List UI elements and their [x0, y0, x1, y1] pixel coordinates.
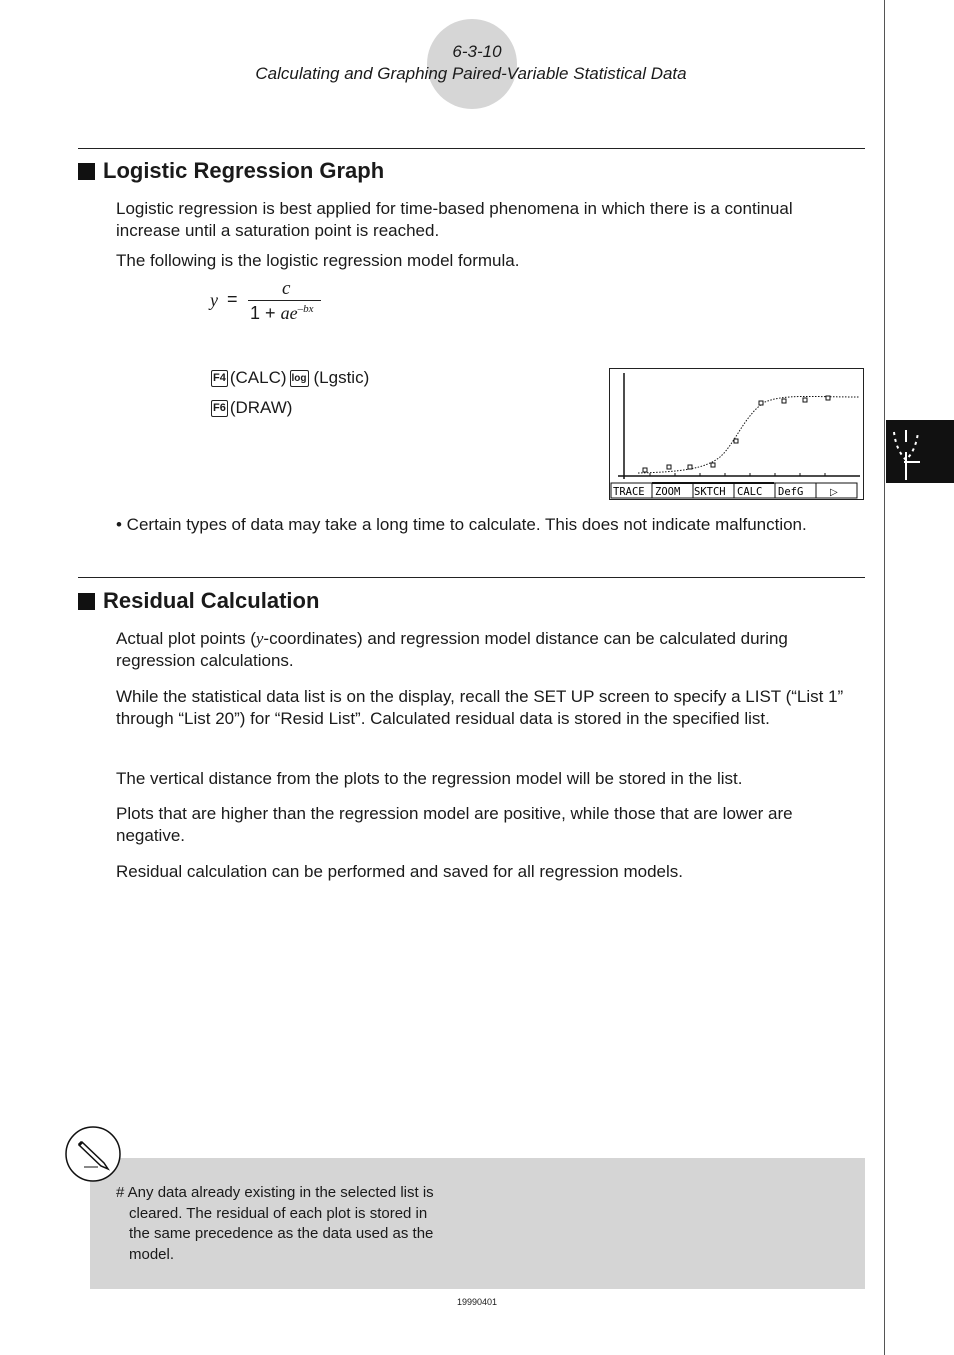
formula-lhs: y — [210, 290, 218, 310]
stat-chapter-icon — [886, 420, 954, 483]
section-divider — [78, 577, 865, 578]
regression-curve — [638, 396, 860, 473]
logistic-graph — [610, 369, 863, 499]
data-points — [643, 396, 830, 472]
section-heading-residual — [78, 588, 319, 614]
f6-key[interactable]: F6 — [211, 400, 228, 417]
formula-numerator: c — [282, 278, 291, 299]
key-sequence-calc — [210, 368, 369, 388]
note-text — [116, 1183, 476, 1265]
den-plus: + — [265, 303, 276, 323]
data-point — [643, 468, 647, 472]
data-point — [688, 465, 692, 469]
data-point — [734, 439, 738, 443]
data-point — [711, 463, 715, 467]
section-heading-logistic — [78, 158, 384, 184]
key-sequence-draw — [210, 398, 292, 418]
chapter-tab[interactable] — [886, 420, 954, 483]
menu-trace[interactable]: TRACE — [613, 486, 645, 498]
key-label: (CALC) — [229, 368, 287, 387]
page-number: 6-3-10 — [452, 42, 502, 61]
logistic-formula — [210, 280, 350, 330]
bullet-note: • Certain types of data may take a long time to calculate. This does not indicate malfunction. — [116, 515, 807, 534]
data-point — [826, 396, 830, 400]
pencil-note-icon — [64, 1125, 122, 1183]
paragraph: Logistic regression is best applied for time-based phenomena in which there is a continual increase until a saturation point is reached. — [116, 199, 793, 240]
paragraph: Residual calculation can be performed and saved for all regression models. — [116, 862, 683, 881]
menu-zoom[interactable]: ZOOM — [655, 486, 681, 498]
formula-equals: = — [227, 289, 238, 309]
heading-square-icon — [78, 163, 95, 180]
data-point — [803, 398, 807, 402]
calculator-screen — [609, 368, 864, 500]
formula-denominator — [250, 303, 313, 324]
heading-square-icon — [78, 593, 95, 610]
menu-next[interactable]: ▷ — [830, 487, 838, 498]
section-divider — [78, 148, 865, 149]
fraction-bar — [248, 300, 321, 301]
paragraph: Actual plot points (y-coordinates) and regression model distance can be calculated during regression calculations. — [116, 629, 788, 670]
den-one: 1 — [250, 303, 261, 323]
den-ae: ae — [280, 303, 298, 323]
den-exponent: –bx — [297, 303, 314, 315]
note-line: model. — [129, 1245, 175, 1263]
menu-defg[interactable]: DefG — [778, 486, 804, 498]
log-key[interactable]: log — [290, 370, 309, 387]
note-line: cleared. The residual of each plot is stored in — [129, 1204, 428, 1222]
section-title: Residual Calculation — [103, 588, 320, 613]
data-point — [667, 465, 671, 469]
function-menu — [611, 483, 857, 498]
note-line: the same precedence as the data used as the — [129, 1225, 434, 1242]
data-point — [782, 399, 786, 403]
page-title: Calculating and Graphing Paired-Variable Statistical Data — [255, 64, 687, 83]
data-point — [759, 401, 763, 405]
f4-key[interactable]: F4 — [211, 370, 228, 387]
menu-sketch[interactable]: SKTCH — [694, 486, 726, 498]
key-label: (DRAW) — [229, 398, 293, 417]
margin-rule — [884, 0, 885, 1355]
note-line: # Any data already existing in the selected list is — [116, 1184, 434, 1201]
key-label: (Lgstic) — [313, 368, 370, 387]
paragraph: The vertical distance from the plots to the regression model will be stored in the list. — [116, 769, 743, 788]
footer-code: 19990401 — [456, 1297, 498, 1307]
menu-calc[interactable]: CALC — [737, 486, 763, 498]
paragraph: Plots that are higher than the regression model are positive, while those that are lower are negative. — [116, 804, 793, 845]
section-title: Logistic Regression Graph — [103, 158, 385, 183]
paragraph: While the statistical data list is on the display, recall the SET UP screen to specify a LIST (“List 1” through “List 20”) for “Resid List”. Calculated residual data is stored in the specified list. — [116, 687, 844, 728]
paragraph: The following is the logistic regression model formula. — [116, 251, 520, 270]
